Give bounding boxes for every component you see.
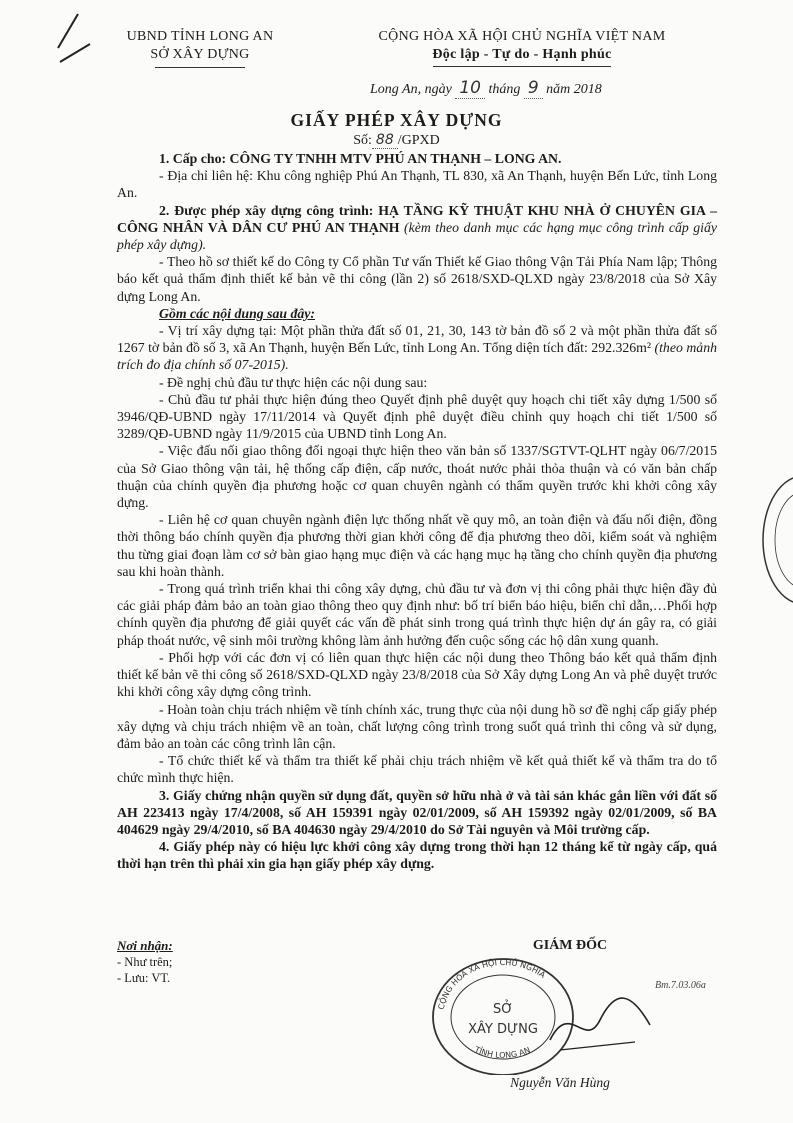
document-body [117, 150, 717, 873]
location-note: (theo mảnh trích đo địa chính số 07-2015). [117, 340, 717, 373]
date-prefix: Long An, ngày [370, 82, 452, 97]
contents-heading [117, 305, 717, 322]
seal-ring-bottom: TỈNH LONG AN [473, 1044, 532, 1060]
recipients-label: Nơi nhận: [117, 938, 173, 953]
overlap-seal-fragment [757, 470, 793, 610]
recipients-block [117, 938, 337, 986]
section-1 [117, 150, 717, 167]
national-heading [322, 28, 722, 67]
grantee-name: CÔNG TY TNHH MTV PHÚ AN THẠNH – LONG AN. [229, 151, 562, 166]
project-name: HẠ TẦNG KỸ THUẬT KHU NHÀ Ở CHUYÊN GIA – CÔNG NHÂN VÀ DÂN CƯ PHÚ AN THẠNH [117, 202, 718, 235]
contents-label: Gồm các nội dung sau đây: [159, 305, 315, 321]
handwritten-signature [540, 980, 660, 1060]
department-name: SỞ XÂY DỰNG [150, 47, 250, 62]
requirement-4: - Trong quá trình triển khai thi công xây dựng, chủ đầu tư và đơn vị thi công phải thực hiện đầy đủ các giải pháp đảm bảo an toàn giao thông theo quy định như: bố trí biển báo hiệu, biển chỉ dẫn,…Phối hợp chính quyền địa phương để giải quyết các vấn đề phát sinh trong quá trình thực hiện dự án gây ra, có giải pháp thoát nước, vệ sinh môi trường không làm ảnh hưởng đến cuộc sống các hộ dân xung quanh. [117, 581, 717, 648]
document-number [0, 132, 793, 149]
request-intro: - Đề nghị chủ đầu tư thực hiện các nội dung sau: [159, 374, 428, 390]
authority-name: UBND TỈNH LONG AN [126, 29, 274, 44]
motto-divider [433, 66, 611, 67]
date-month: 9 [524, 78, 543, 99]
section-3: 3. Giấy chứng nhận quyền sử dụng đất, quyền sở hữu nhà ở và tài sản khác gắn liền với đất số AH 223413 ngày 17/4/2008, số AH 159391 ngày 02/01/2009, số AH 159392 ngày 02/01/2009, số BA 404629 ngày 29/4/2010, số BA 404630 ngày 29/4/2010 do Sở Tài nguyên và Môi trường cấp. [117, 787, 717, 837]
issuing-authority [95, 28, 305, 68]
document-title: GIẤY PHÉP XÂY DỰNG [290, 110, 503, 130]
header-divider [155, 67, 245, 68]
pen-marks [30, 8, 100, 68]
design-basis: - Theo hồ sơ thiết kế do Công ty Cổ phần Tư vấn Thiết kế Giao thông Vận Tải Phía Nam lập; Thông báo kết quả thẩm định thiết kế bản vẽ thi công (lần 2) số 2618/SXD-QLXD ngày 23/8/2018 của Sở Xây dựng Long An. [117, 254, 717, 304]
section-4: 4. Giấy phép này có hiệu lực khởi công xây dựng trong thời hạn 12 tháng kể từ ngày cấp, quá thời hạn trên thì phải xin gia hạn giấy phép xây dựng. [117, 839, 717, 872]
requirement-2: - Việc đấu nối giao thông đối ngoại thực hiện theo văn bản số 1337/SGTVT-QLHT ngày 06/7/2015 của Sở Giao thông vận tải, hệ thống cấp điện, cấp nước, thoát nước phải thỏa thuận và có văn bản chấp thuận của chính quyền địa phương hoặc cơ quan chuyên ngành có thẩm quyền trước khi khởi công xây dựng. [117, 443, 717, 511]
project-note: (kèm theo danh mục các hạng mục công trình cấp giấy phép xây dựng). [117, 219, 718, 253]
date-day: 10 [455, 78, 485, 99]
requirement-7: - Tổ chức thiết kế và thẩm tra thiết kế phải chịu trách nhiệm về kết quả thiết kế và thẩm tra do tổ chức mình thực hiện. [117, 753, 717, 786]
seal-ring-top: CỘNG HÒA XÃ HỘI CHỦ NGHĨA [436, 957, 547, 1011]
date-month-label: tháng [488, 82, 521, 97]
signer-name: Nguyễn Văn Hùng [510, 1075, 610, 1090]
requirement-3: - Liên hệ cơ quan chuyên ngành điện lực thống nhất về quy mô, an toàn điện và đấu nối điện, đồng thời thông báo chính quyền địa phương thời gian khởi công để địa phương theo dõi, kiểm soát và nghiệm thu từng giai đoạn làm cơ sở bàn giao hạng mục điện và các hạng mục hạ tầng cho chính quyền địa phương sau khi hoàn thành. [117, 512, 717, 579]
date-year: năm 2018 [546, 82, 602, 97]
recipient-item: - Như trên; [117, 955, 173, 969]
number-suffix: /GPXD [397, 133, 440, 148]
grantee-address: - Địa chỉ liên hệ: Khu công nghiệp Phú An Thạnh, TL 830, xã An Thạnh, huyện Bến Lức, tỉnh Long An. [117, 168, 717, 201]
national-motto: Độc lập - Tự do - Hạnh phúc [432, 47, 612, 62]
location-text: - Vị trí xây dựng tại: Một phần thửa đất số 01, 21, 30, 143 tờ bản đồ số 2 và một phần thửa đất số 1267 tờ bản đồ số 3, xã An Thạnh, huyện Bến Lức, tỉnh Long An. Tổng diện tích đất: 292.326m² [117, 323, 717, 356]
form-code: Bm.7.03.06a [655, 980, 706, 991]
section-2 [117, 202, 717, 254]
location-paragraph [117, 322, 717, 374]
requirement-5: - Phối hợp với các đơn vị có liên quan thực hiện các nội dung theo Thông báo kết quả thẩm định thiết kế bản vẽ thi công số 2618/SXD-QLXD ngày 23/8/2018 của Sở Xây dựng Long An và phê duyệt trước khi khởi công xây dựng công trình. [117, 649, 717, 700]
section-2-label: 2. Được phép xây dựng công trình: [159, 202, 374, 218]
issue-date [370, 78, 700, 98]
signer-title: GIÁM ĐỐC [532, 938, 608, 953]
country-name: CỘNG HÒA XÃ HỘI CHỦ NGHĨA VIỆT NAM [378, 29, 666, 44]
seal-center-bottom: XÂY DỰNG [468, 1022, 538, 1037]
section-1-label: 1. Cấp cho: [159, 151, 227, 166]
requirement-6: - Hoàn toàn chịu trách nhiệm về tính chính xác, trung thực của nội dung hồ sơ đề nghị cấp giấy phép xây dựng và chịu trách nhiệm về an toàn, chất lượng công trình trong suốt quá trình thi công và sử dụng, đảm bảo an toàn các công trình lân cận. [117, 701, 717, 751]
number-value: 88 [372, 132, 398, 149]
requirement-1: - Chủ đầu tư phải thực hiện đúng theo Quyết định phê duyệt quy hoạch chi tiết xây dựng 1/500 số 3946/QĐ-UBND ngày 17/11/2014 và Quyết định phê duyệt điều chỉnh quy hoạch chi tiết 1/500 số 3289/QĐ-UBND ngày 11/9/2015 của UBND tỉnh Long An. [117, 391, 717, 442]
seal-center-top: SỞ [492, 1002, 514, 1017]
number-prefix: Số: [353, 133, 372, 148]
recipient-item: - Lưu: VT. [117, 971, 171, 985]
